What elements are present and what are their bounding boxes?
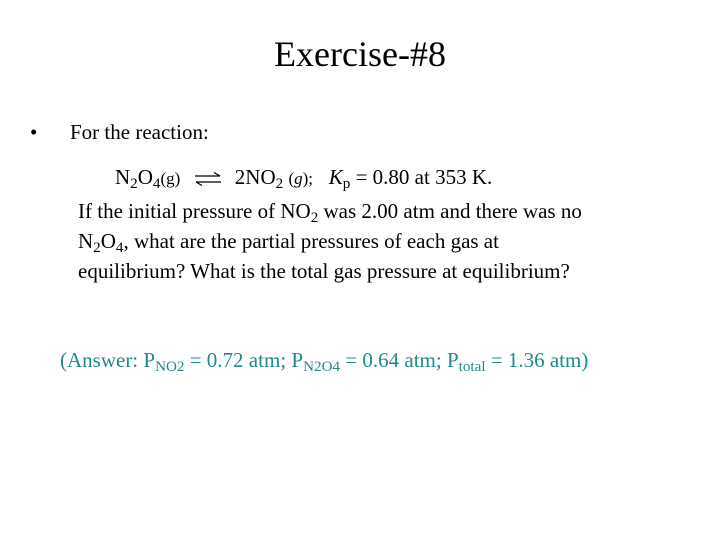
question-text (78, 196, 678, 286)
question-line-3: equilibrium? What is the total gas pressure at equilibrium? (78, 259, 570, 283)
answer-sub-n: N (303, 358, 314, 375)
bullet-text: For the reaction: (70, 120, 209, 144)
reactant-state: (g) (160, 169, 181, 188)
q2-sub2: 4 (115, 239, 124, 256)
answer-sub-o-4: 4 (332, 358, 341, 375)
q2-mid: O (100, 229, 116, 253)
equilibrium-arrow-icon (186, 160, 230, 194)
reactant-sub-4: 4 (152, 175, 161, 192)
reaction-equation (115, 160, 492, 196)
q1-a: If the initial pressure of NO (78, 199, 311, 223)
answer-text (60, 345, 588, 375)
answer-open: (Answer: P (60, 348, 156, 372)
answer-sub-o: O (321, 358, 333, 375)
kp-symbol: K (328, 165, 343, 189)
reactant-n: N (115, 165, 131, 189)
product-no: 2NO (234, 165, 276, 189)
kp-value: = 0.80 at 353 K. (355, 165, 493, 189)
answer-t2: = 0.64 atm; P (340, 348, 459, 372)
answer-sub-n-2: 2 (314, 358, 322, 375)
product-state (288, 169, 313, 188)
answer-sub-total: total (458, 358, 486, 375)
kp-sub: p (342, 175, 351, 192)
q2-a: N (78, 229, 94, 253)
product-sub-2: 2 (275, 175, 284, 192)
product-state-open: ( (288, 169, 295, 188)
q2-sub1: 2 (93, 239, 101, 256)
reactant-o: O (137, 165, 153, 189)
product-state-close: ); (302, 169, 314, 188)
q1-sub: 2 (310, 209, 319, 226)
q1-b: was 2.00 atm and there was no (318, 199, 582, 223)
question-line-1 (78, 196, 678, 226)
question-line-2 (78, 226, 678, 256)
bullet-dot: • (30, 120, 38, 144)
answer-t1: = 0.72 atm; P (184, 348, 304, 372)
q2-b: , what are the partial pressures of each gas at (123, 229, 499, 253)
answer-sub-no: NO (155, 358, 177, 375)
reactant-sub-2: 2 (130, 175, 138, 192)
answer-sub-no-2: 2 (176, 358, 185, 375)
answer-t3: = 1.36 atm) (485, 348, 589, 372)
product-state-g: g (294, 169, 303, 188)
slide-title: Exercise-#8 (274, 34, 446, 74)
bullet-item (30, 117, 209, 147)
